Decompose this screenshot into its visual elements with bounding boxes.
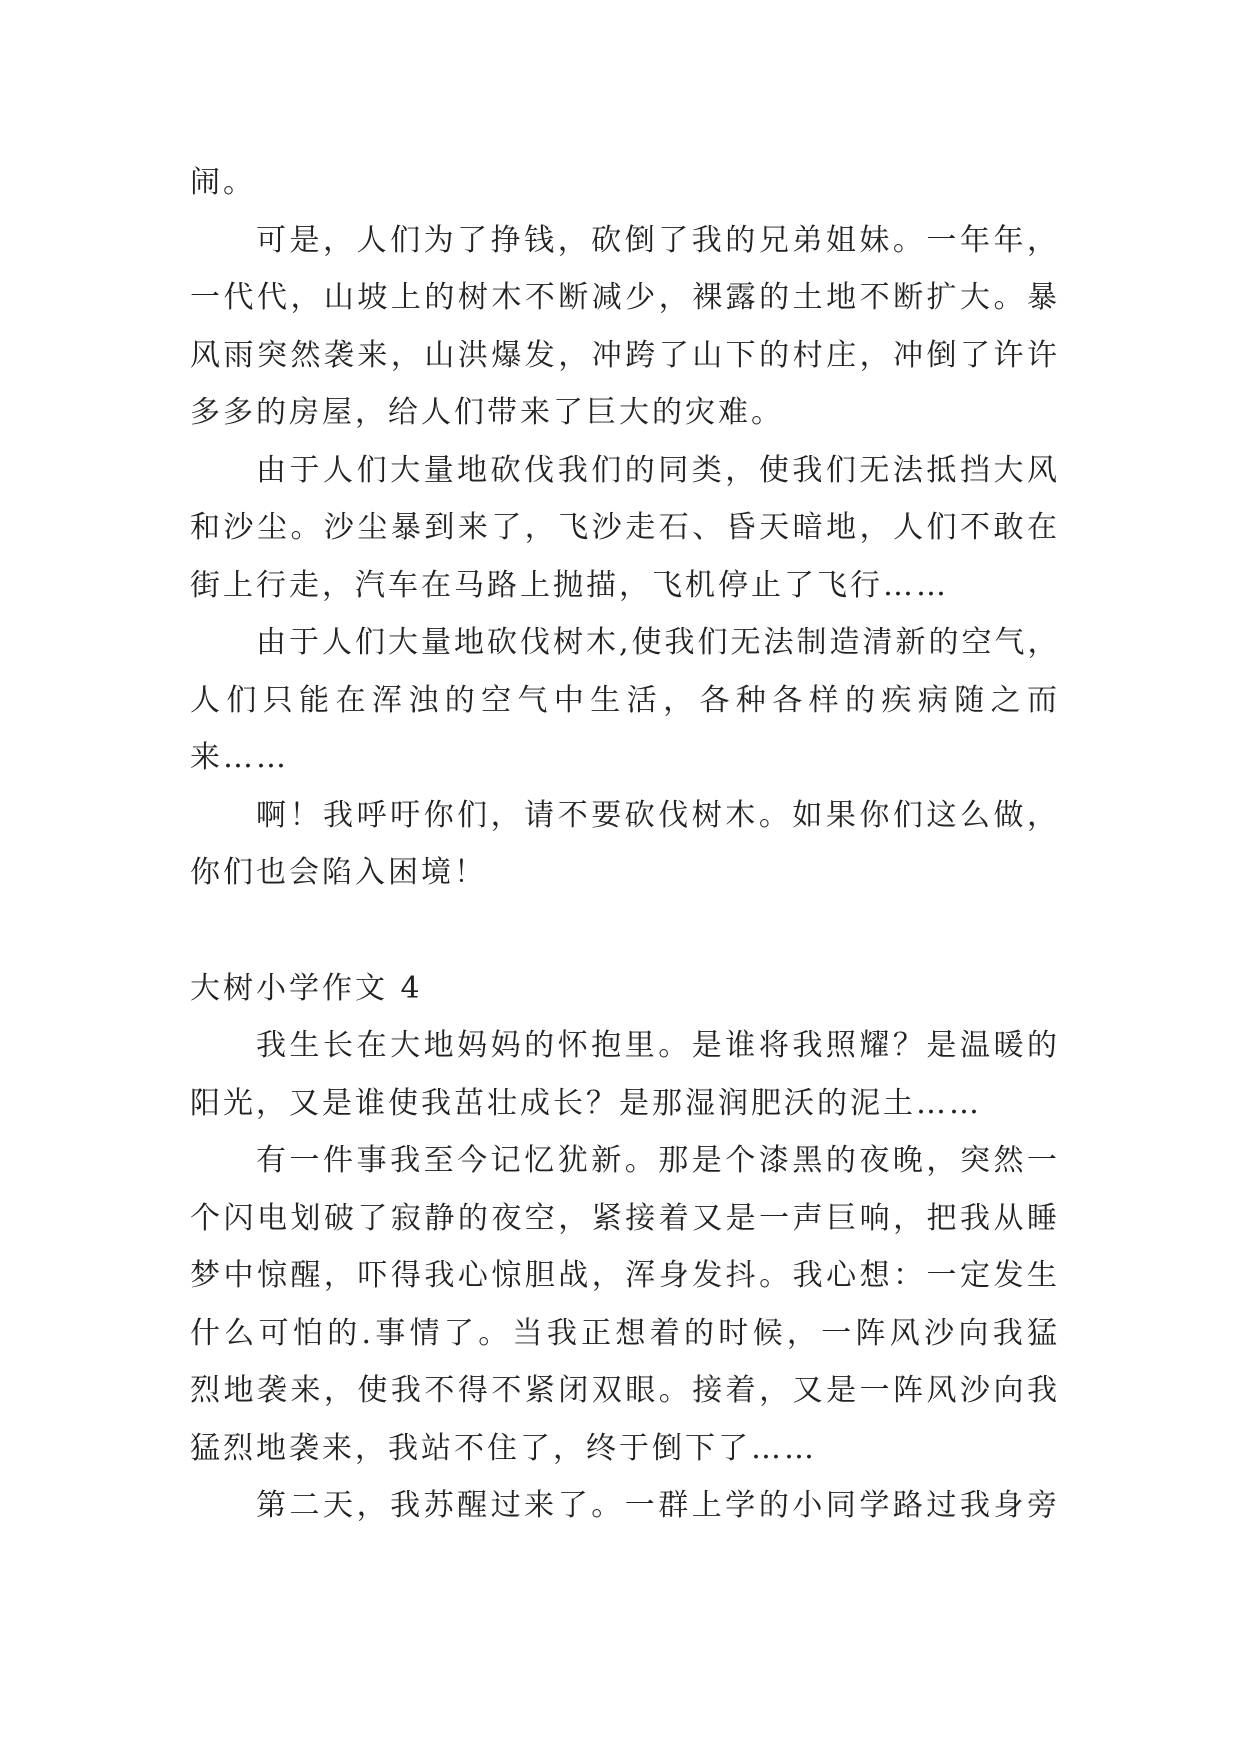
paragraph-line: 闹。: [190, 165, 256, 200]
section-gap: [190, 902, 1060, 960]
paragraph-line: 个闪电划破了寂静的夜空，紧接着又是一声巨响，把我从睡: [190, 1200, 1060, 1236]
paragraph-line: 你们也会陷入困境！: [190, 855, 487, 890]
paragraph-line: 我生长在大地妈妈的怀抱里。是谁将我照耀？是温暖的: [256, 1028, 1060, 1063]
paragraph-line: 梦中惊醒，吓得我心惊胆战，浑身发抖。我心想：一定发生: [190, 1258, 1060, 1293]
paragraph-line: 来……: [190, 740, 289, 775]
essay-section-3-tail: [190, 154, 1060, 902]
paragraph-line: 和沙尘。沙尘暴到来了，飞沙走石、昏天暗地，人们不敢在: [190, 510, 1060, 545]
paragraph-line: 风雨突然袭来，山洪爆发，冲跨了山下的村庄，冲倒了许许: [190, 337, 1060, 373]
essay-text-block: [190, 154, 1060, 1535]
paragraph-line: 由于人们大量地砍伐我们的同类，使我们无法抵挡大风: [256, 452, 1060, 488]
paragraph-line: 有一件事我至今记忆犹新。那是个漆黑的夜晚，突然一: [256, 1143, 1060, 1178]
paragraph-line: 多多的房屋，给人们带来了巨大的灾难。: [190, 395, 784, 430]
essay-section-4-body: [190, 1017, 1060, 1535]
paragraph-line: 可是，人们为了挣钱，砍倒了我的兄弟姐妹。一年年，: [256, 222, 1060, 258]
paragraph-line: 烈地袭来，使我不得不紧闭双眼。接着，又是一阵风沙向我: [190, 1373, 1060, 1408]
paragraph-line: 阳光，又是谁使我茁壮成长？是那湿润肥沃的泥土……: [190, 1085, 982, 1121]
section-heading: 大树小学作文 4: [190, 970, 423, 1006]
paragraph-line: 猛烈地袭来，我站不住了，终于倒下了……: [190, 1430, 817, 1466]
paragraph-line: 由于人们大量地砍伐树木,使我们无法制造清新的空气，: [256, 625, 1061, 660]
paragraph-line: 什么可怕的.事情了。当我正想着的时候，一阵风沙向我猛: [190, 1315, 1060, 1351]
paragraph-line: 啊！我呼吁你们，请不要砍伐树木。如果你们这么做，: [256, 797, 1060, 833]
paragraph-line: 街上行走，汽车在马路上抛描，飞机停止了飞行……: [190, 567, 949, 603]
paragraph-line: 第二天，我苏醒过来了。一群上学的小同学路过我身旁: [256, 1488, 1060, 1523]
paragraph-line: 人们只能在浑浊的空气中生活，各种各样的疾病随之而: [190, 682, 1060, 718]
paragraph-line: 一代代，山坡上的树木不断减少，裸露的土地不断扩大。暴: [190, 280, 1060, 315]
